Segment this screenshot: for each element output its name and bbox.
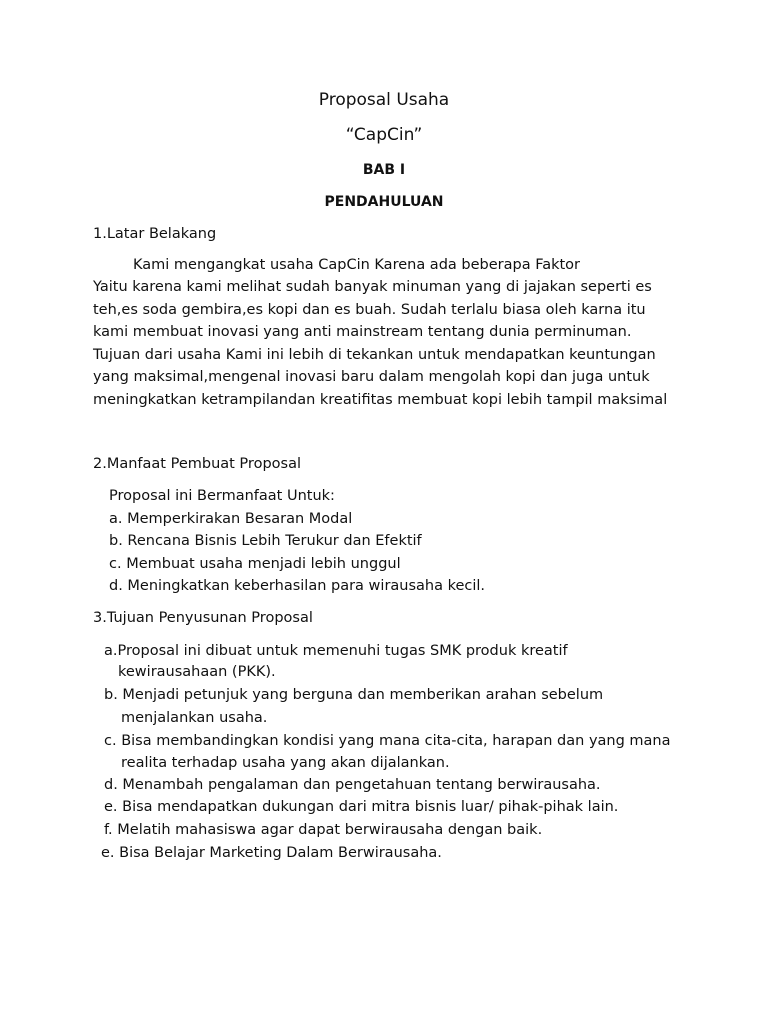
list-item: d. Meningkatkan keberhasilan para wirausaha kecil. — [109, 578, 486, 594]
paragraph-line: Tujuan dari usaha Kami ini lebih di tekankan untuk mendapatkan keuntungan — [93, 347, 656, 363]
list-item: c. Membuat usaha menjadi lebih unggul — [109, 556, 401, 572]
list-item: a. Memperkirakan Besaran Modal — [109, 511, 353, 527]
paragraph-line: meningkatkan ketrampilandan kreatifitas membuat kopi lebih tampil maksimal — [93, 392, 668, 408]
list-item: b. Menjadi petunjuk yang berguna dan memberikan arahan sebelum — [104, 687, 604, 703]
list-item-continuation: kewirausahaan (PKK). — [118, 664, 276, 680]
list-item: e. Bisa Belajar Marketing Dalam Berwirausaha. — [101, 845, 442, 861]
chapter-number: BAB I — [362, 162, 406, 178]
chapter-title: PENDAHULUAN — [324, 194, 444, 210]
list-intro: Proposal ini Bermanfaat Untuk: — [109, 488, 335, 504]
list-item: f. Melatih mahasiswa agar dapat berwirausaha dengan baik. — [104, 822, 543, 838]
list-item-continuation: realita terhadap usaha yang akan dijalankan. — [121, 755, 450, 771]
paragraph-line: kami membuat inovasi yang anti mainstream tentang dunia perminuman. — [93, 324, 632, 340]
list-item: c. Bisa membandingkan kondisi yang mana cita-cita, harapan dan yang mana — [104, 733, 671, 749]
document-title: Proposal Usaha — [318, 90, 450, 110]
section-heading: 1.Latar Belakang — [93, 226, 217, 242]
section-heading: 2.Manfaat Pembuat Proposal — [93, 456, 301, 472]
list-item-continuation: menjalankan usaha. — [121, 710, 268, 726]
list-item: b. Rencana Bisnis Lebih Terukur dan Efektif — [109, 533, 422, 549]
section-heading: 3.Tujuan Penyusunan Proposal — [93, 610, 313, 626]
list-item: a.Proposal ini dibuat untuk memenuhi tugas SMK produk kreatif — [104, 643, 568, 659]
list-item: d. Menambah pengalaman dan pengetahuan tentang berwirausaha. — [104, 777, 601, 793]
paragraph-line: teh,es soda gembira,es kopi dan es buah. Sudah terlalu biasa oleh karna itu — [93, 302, 646, 318]
list-item: e. Bisa mendapatkan dukungan dari mitra bisnis luar/ pihak-pihak lain. — [104, 799, 619, 815]
paragraph-line: yang maksimal,mengenal inovasi baru dalam mengolah kopi dan juga untuk — [93, 369, 650, 385]
paragraph-line: Kami mengangkat usaha CapCin Karena ada beberapa Faktor — [133, 257, 581, 273]
document-subtitle: “CapCin” — [345, 125, 423, 145]
paragraph-line: Yaitu karena kami melihat sudah banyak minuman yang di jajakan seperti es — [93, 279, 652, 295]
